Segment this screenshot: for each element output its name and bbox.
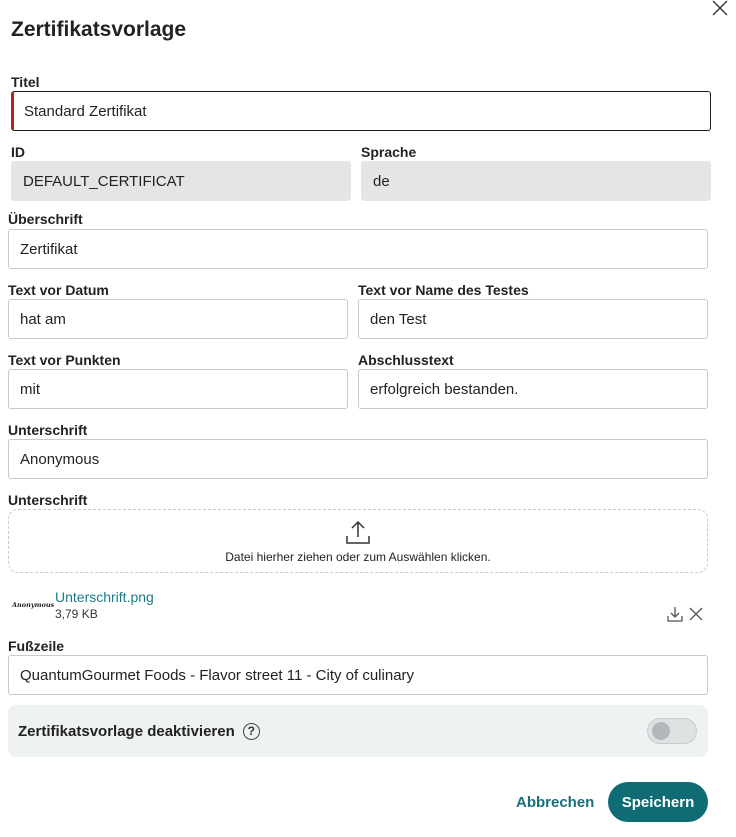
sprache-input: de — [361, 161, 711, 201]
abschlusstext-label: Abschlusstext — [358, 352, 454, 368]
fusszeile-input[interactable]: QuantumGourmet Foods - Flavor street 11 - City of culinary — [8, 655, 708, 695]
upload-hint: Datei hierher ziehen oder zum Auswählen klicken. — [225, 549, 491, 564]
question-circle-icon[interactable]: ? — [243, 723, 260, 740]
file-name-link[interactable]: Unterschrift.png — [55, 589, 154, 605]
unterschrift-upload-label: Unterschrift — [8, 492, 88, 508]
deactivate-toggle[interactable] — [647, 718, 697, 744]
unterschrift-text-label: Unterschrift — [8, 422, 88, 438]
titel-input[interactable]: Standard Zertifikat — [11, 91, 711, 131]
text-vor-datum-input[interactable]: hat am — [8, 299, 348, 339]
text-vor-punkten-input[interactable]: mit — [8, 369, 348, 409]
text-vor-name-input[interactable]: den Test — [358, 299, 708, 339]
text-vor-punkten-label: Text vor Punkten — [8, 352, 121, 368]
id-input: DEFAULT_CERTIFICAT — [11, 161, 351, 201]
cancel-button[interactable]: Abbrechen — [516, 794, 595, 811]
file-size: 3,79 KB — [55, 607, 98, 621]
deactivate-label: Zertifikatsvorlage deaktivieren — [18, 722, 235, 740]
fusszeile-label: Fußzeile — [8, 638, 65, 654]
close-button[interactable] — [709, 0, 731, 18]
dialog-title: Zertifikatsvorlage — [11, 18, 187, 41]
file-thumbnail-signature: Anonymous — [12, 601, 55, 609]
file-thumbnail — [11, 594, 55, 614]
toggle-knob — [652, 722, 670, 740]
deactivate-row — [8, 705, 708, 757]
remove-file-button[interactable] — [687, 605, 705, 623]
unterschrift-text-input[interactable]: Anonymous — [8, 439, 708, 479]
download-button[interactable] — [666, 605, 684, 623]
text-vor-name-label: Text vor Name des Testes — [358, 282, 529, 298]
save-button[interactable]: Speichern — [608, 782, 708, 822]
upload-dropzone[interactable] — [8, 509, 708, 573]
titel-label: Titel — [11, 74, 40, 90]
text-vor-datum-label: Text vor Datum — [8, 282, 109, 298]
id-label: ID — [11, 144, 25, 160]
close-icon — [687, 605, 705, 623]
upload-icon — [345, 519, 371, 545]
close-icon — [709, 0, 731, 18]
sprache-label: Sprache — [361, 144, 417, 160]
download-icon — [666, 605, 684, 623]
ueberschrift-label: Überschrift — [8, 211, 83, 227]
abschlusstext-input[interactable]: erfolgreich bestanden. — [358, 369, 708, 409]
ueberschrift-input[interactable]: Zertifikat — [8, 229, 708, 269]
